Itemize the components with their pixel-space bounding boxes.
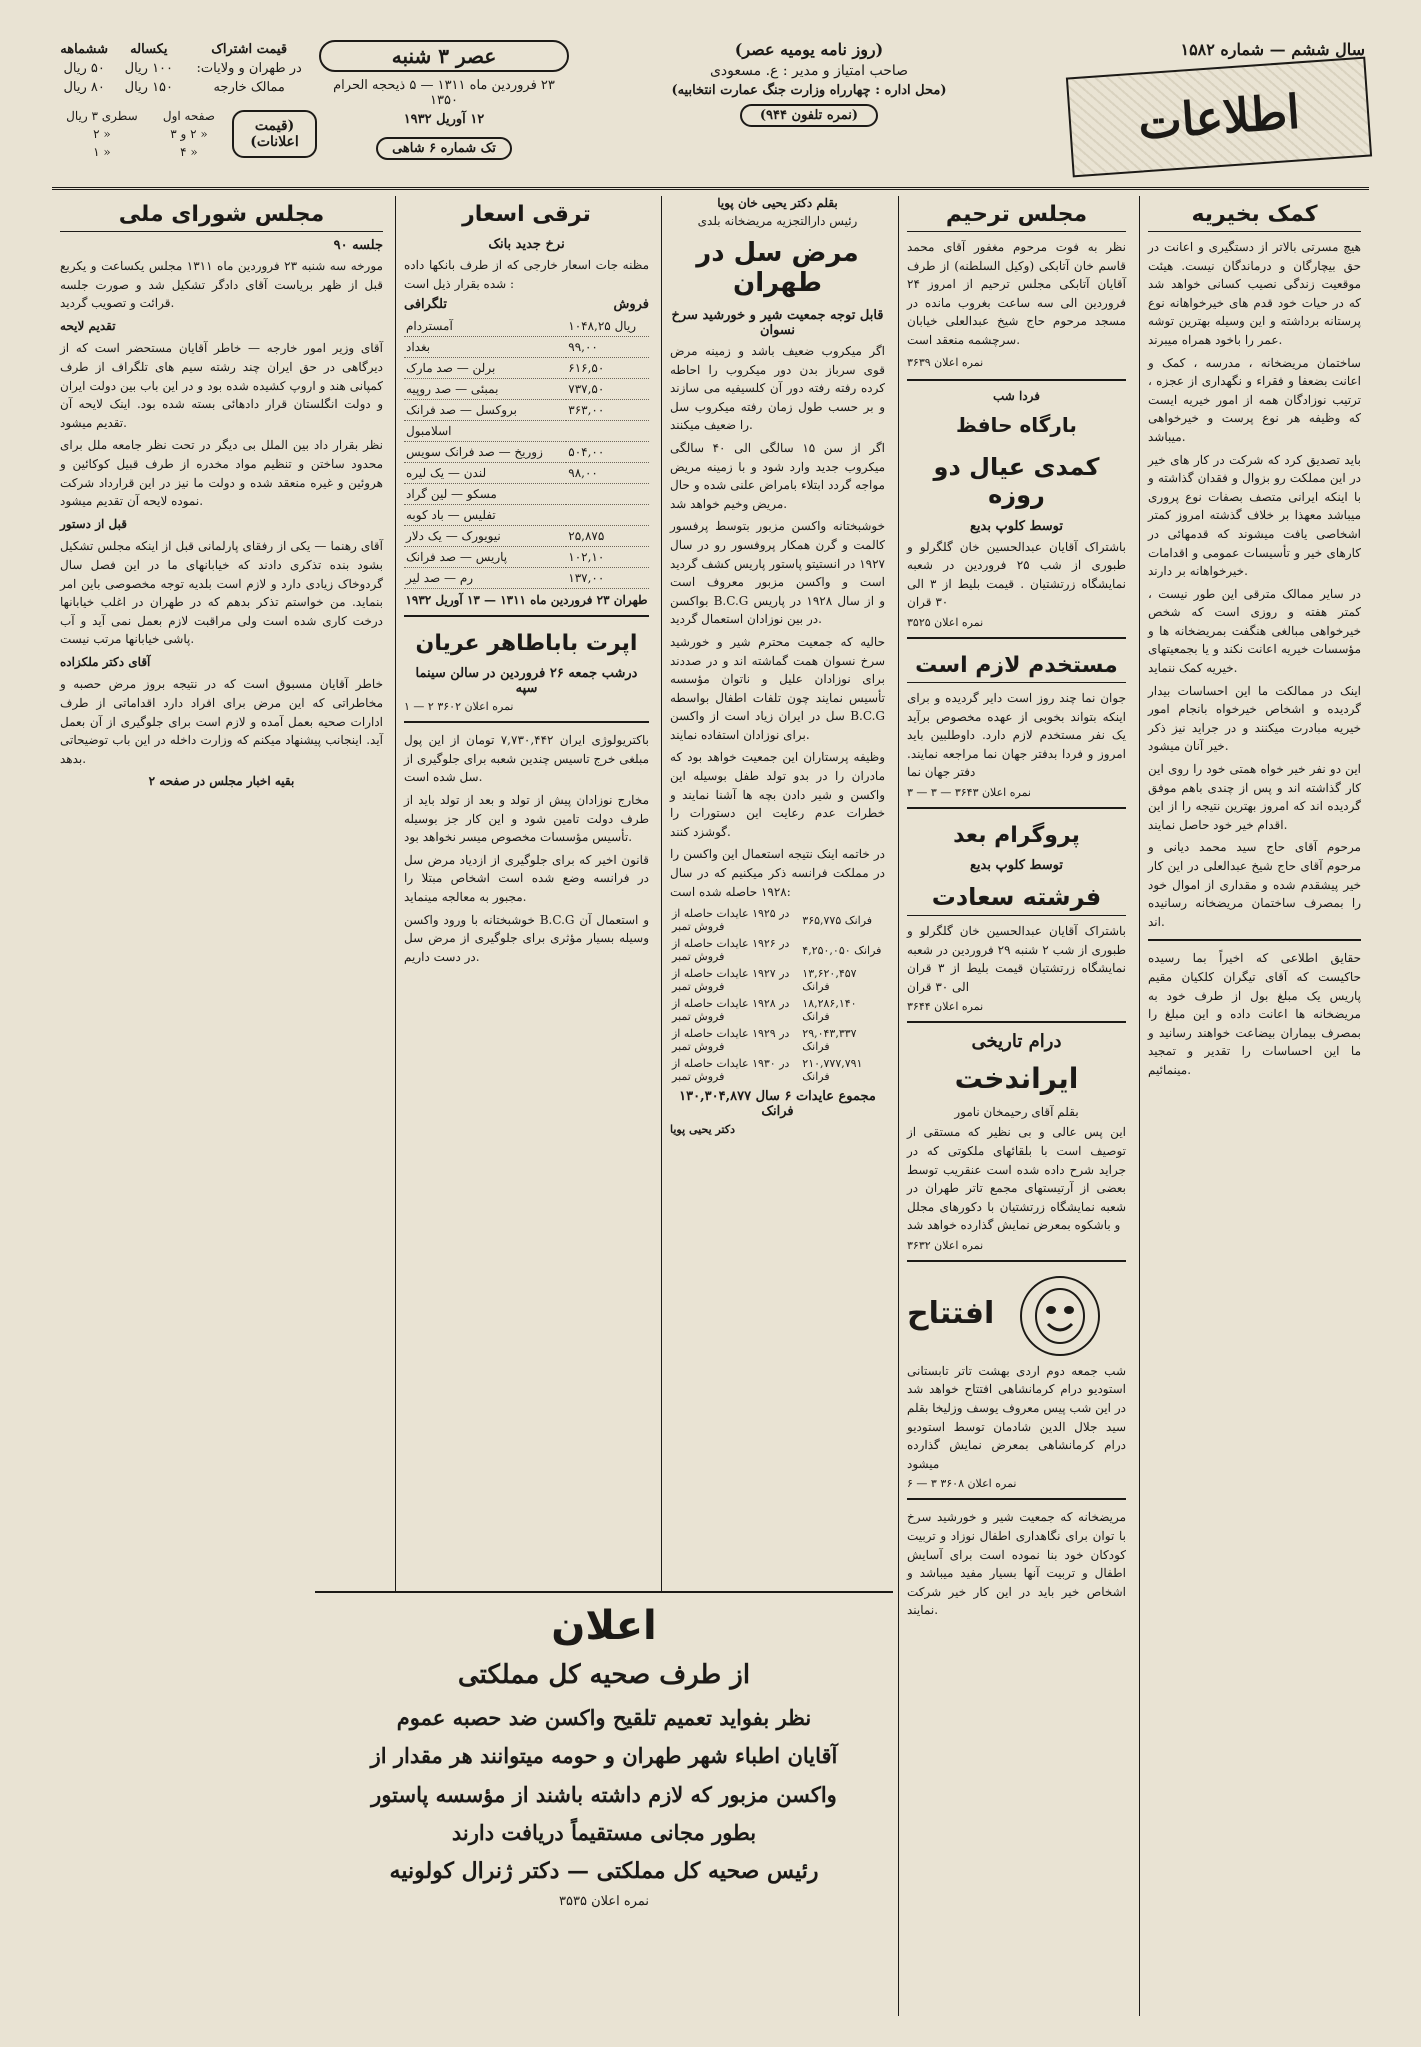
rates-head: فروش — [613, 297, 649, 313]
table-cell: ۱۸,۲۸۶,۱۴۰ فرانک — [802, 997, 857, 1024]
table-cell: ۳۶۵,۷۷۵ فرانک — [802, 913, 873, 927]
ads-cell: « ۱ — [93, 145, 111, 159]
ad-number: نمره اعلان ۳۶۰۸ ۳ — ۶ — [907, 1477, 1017, 1491]
issue-number: سال ششم — شماره ۱۵۸۲ — [1180, 40, 1365, 59]
paragraph: اینک در ممالکت ما این احساسات بیدار گردیده و اشخاص خیرخواه بانجام امور خیریه مبادرت میکنند و در جراید نیز ذکر خیر آنان میشود. — [1148, 683, 1361, 754]
table-cell: ۳۶۳,۰۰ — [566, 400, 649, 421]
article-signature: دکتر یحیی پویا — [670, 1123, 735, 1137]
paragraph: خوشبختانه واکسن مزبور بتوسط پرفسور کالمت و گرن همکار پروفسور رو در سال ۱۹۲۷ در انستیتو پاستور پاریس کشف گردید است و واکسن مزبور معروف است بواکسن B.C.G و از سال ۱۹۲۸ در پاریس در بین نوزادان استعمال گردید. — [670, 519, 885, 627]
sub-header: یکساله — [130, 42, 168, 57]
opening-text: شب جمعه دوم اردی بهشت تاتر تابستانی استودیو درام کرمانشاهی افتتاح خواهد شد در این شب پیس معروف یوسف وزلیخا بقلم سید جلال الدین شادمان توسط استودیو درام کرمانشاهی بمعرض نمایش گذارده میشود — [907, 1363, 1126, 1471]
table-row — [404, 526, 649, 547]
notice-line: آقایان اطباء شهر طهران و حومه میتوانند هر مقدار از — [370, 1743, 838, 1769]
divider — [907, 1498, 1126, 1500]
sub-cell: ۱۵۰ ریال — [124, 80, 174, 95]
ads-cell: صفحه اول — [162, 109, 215, 123]
paragraph: این دو نفر خیر خواه همتی خود را روی این کار گذاشته اند و پس از چندی باهم موفق گردیده اند که امروز بهترین نتیجه را از این اقدام خیر خود حاصل نمایند. — [1148, 762, 1361, 832]
table-cell — [566, 505, 649, 526]
table-cell: زوریخ — صد فرانک سویس — [404, 442, 566, 463]
program-title: فرشته سعادت — [907, 877, 1126, 916]
ads-cell: « ۲ — [93, 127, 111, 141]
table-row — [404, 379, 649, 400]
author-role: رئیس دارالتجزیه مریضخانه بلدی — [697, 214, 858, 228]
exchange-rates-table — [404, 316, 649, 589]
table-cell: در ۱۹۲۷ عایدات حاصله از فروش تمبر — [672, 967, 790, 994]
closing-text: مریضخانه که جمعیت شیر و خورشید سرخ با توان برای نگاهداری اطفال نوزاد و تربیت کودکان خود بنا نموده است برای آسایش اطفال و تربیت آنها بسیار مفید میباشد و اشخاص خیر باید در این کار خیر شرکت نمایند. — [907, 1510, 1126, 1618]
table-cell: ۱۳۷,۰۰ — [566, 568, 649, 589]
paragraph: وظیفه پرستاران این جمعیت خواهد بود که مادران را در بدو تولد طفل بوسیله این واکسن و شیر دادن بچه ها آشنا نمایند و خطرات عدم رعایت این دستورات را گوشزد کنند. — [670, 750, 885, 839]
table-row — [404, 337, 649, 358]
parliament-body — [60, 257, 383, 791]
exchange-headline: ترقی اسعار — [462, 202, 591, 227]
table-row — [670, 995, 885, 1025]
masthead — [52, 40, 1369, 190]
paragraph: باید تصدیق کرد که شرکت در کار های خیر در این مملکت رو بزوال و فقدان گذاشته و با اینکه ایرانی متصف بصفات نوع پروری میباشد معهذا بر خلاف گذشته امروز کمتر اشخاصی یافت میشوند که قدمهائی در کارهای خیر و تأسیسات عمومی و اقدامات خیرخواهانه بر دارند. — [1148, 452, 1361, 579]
sub-header: ششماهه — [60, 42, 109, 57]
masthead-center — [579, 40, 1039, 190]
theater-label: فردا شب — [992, 388, 1041, 403]
notice-title: اعلان — [551, 1603, 657, 1649]
table-cell: بغداد — [404, 337, 566, 358]
table-row — [670, 965, 885, 995]
tb-headline: مرض سل در طهران — [696, 238, 859, 298]
table-cell: رم — صد لیر — [404, 568, 566, 589]
exchange-subhead: نرخ جدید بانک — [488, 237, 565, 252]
table-cell: در ۱۹۲۵ عایدات حاصله از فروش تمبر — [672, 907, 790, 934]
section-title: تقدیم لایحه — [60, 318, 116, 333]
drama-head: درام تاریخی — [971, 1031, 1062, 1053]
table-cell: ۷۳۷,۵۰ — [566, 379, 649, 400]
table-cell: آمستردام — [404, 316, 566, 337]
table-cell: مسکو — لین گراد — [404, 484, 566, 505]
table-row — [404, 547, 649, 568]
notice-line: بطور مجانی مستقیماً دریافت دارند — [451, 1820, 757, 1845]
article-byline: بقلم دکتر یحیی خان پویا — [717, 196, 838, 210]
table-row — [404, 484, 649, 505]
table-cell: ۹۸,۰۰ — [566, 463, 649, 484]
paragraph: مخارج نوزادان پیش از تولد و بعد از تولد باید از طرف دولت تامین شود و این کار جز بوسیله تأسیس مؤسسات مخصوص میسر نخواهد بود. — [404, 792, 649, 845]
table-row — [404, 358, 649, 379]
paragraph: اگر از سن ۱۵ سالگی الی ۴۰ سالگی میکروب جدید وارد شود و با زمینه مریض مواجه گردد ابتلاء بامراض علنی شده و حال مریض وخیم خواهد شد. — [670, 440, 886, 511]
divider — [404, 615, 649, 617]
divider — [907, 379, 1126, 381]
table-row — [670, 1025, 885, 1055]
sub-cell: ۸۰ ریال — [63, 80, 105, 95]
notice-line: نظر بفواید تعمیم تلقیح واکسن ضد حصبه عموم — [396, 1704, 812, 1730]
program-text: باشتراک آقایان عبدالحسین خان گلگرلو و طبوری از شب ۲ شنبه ۲۹ فروردین در شعبه نمایشگاه زرتشتیان قیمت بلیط از ۳ قران الی ۳۰ قران — [907, 923, 1127, 994]
office-address: (محل اداره : چهارراه وزارت جنگ عمارت انتخابیه) — [671, 83, 947, 98]
continued-note: بقیه اخبار مجلس در صفحه ۲ — [148, 774, 295, 789]
table-row — [404, 505, 649, 526]
revenue-total: مجموع عایدات ۶ سال ۱۳۰,۳۰۴,۸۷۷ فرانک — [679, 1089, 876, 1120]
program-headline: پروگرام بعد — [953, 822, 1080, 848]
rates-head: تلگرافی — [404, 297, 447, 313]
drama-author: بقلم آقای رحیمخان نامور — [954, 1105, 1079, 1120]
charity-body — [1148, 238, 1361, 1080]
newspaper-logo: اطلاعات — [1066, 57, 1372, 178]
paragraph: قانون اخیر که برای جلوگیری از ازدیاد مرض سل در فرانسه وضع شده است اشخاص مبتلا را مجبور به معالجه مینماید. — [404, 852, 649, 904]
table-row — [670, 1055, 885, 1085]
paragraph: حقایق اطلاعی که اخیراً بما رسیده حاکیست که آقای تیگران کلکیان مقیم پاریس یک مبلغ بول از طرف خود به مریضخانه ها اعانت داده و این مبلغ را بمصرف بیماران بیضاعت خواهند رسانید و ما این احساسات را تقدیر و تمجید مینمائیم. — [1148, 951, 1361, 1077]
table-cell: ۱۳,۶۲۰,۴۵۷ فرانک — [802, 967, 857, 994]
paragraph: نظر بقرار داد بین الملل بی دیگر در تحت نظر جامعه ملل برای محدود ساختن و تنظیم مواد مخدره از طرف قبیل کوکائین و هروئین و غیره منعقد شده و دولت ما نیز در این قرارداد شرکت نموده لایحه آن تقدیم میشود. — [60, 438, 383, 509]
owner: صاحب امتیاز و مدیر : ع. مسعودی — [709, 63, 909, 79]
operetta-text: درشب جمعه ۲۶ فروردین در سالن سینما سپه — [415, 666, 638, 697]
stamp-revenue-table — [670, 905, 885, 1085]
tagline: (روز نامه یومیه عصر) — [734, 40, 884, 59]
rates-date: طهران ۲۳ فروردین ماه ۱۳۱۱ — ۱۳ آوریل ۱۹۳۲ — [405, 593, 648, 608]
table-cell: پاریس — صد فرانک — [404, 547, 566, 568]
ad-number: نمره اعلان ۳۶۳۲ — [907, 1238, 984, 1252]
servant-headline: مستخدم لازم است — [907, 647, 1126, 683]
paragraph: ساختمان مریضخانه ، مدرسه ، کمک و اعانت بضعفا و فقراء و نگهداری از عجزه ، ترتیب نوزادگان همه از امور خیریه ایست که وظیفه هر نوع پرست و خیرخواهی میباشد. — [1148, 355, 1361, 444]
paragraph: در سایر ممالک مترقی این طور نیست ، کمتر هفته و روزی است که شخص خیرخواهی مبالغی هنگفت بمریضخانه ها و مؤسسات خیریه اعانت نکند و یا بجمعیتهای خیریه کمک ننماید. — [1148, 586, 1361, 676]
table-cell: در ۱۹۲۸ عایدات حاصله از فروش تمبر — [672, 997, 790, 1024]
table-cell: ۲۹,۰۴۳,۳۳۷ فرانک — [802, 1027, 857, 1054]
column-announcements — [898, 196, 1134, 2016]
ad-number: نمره اعلان ۳۶۴۳ — ۳ — ۳ — [907, 785, 1031, 799]
theater-name: بارگاه حافظ — [956, 412, 1077, 437]
paragraph: آقای وزیر امور خارجه — خاطر آقایان مستحضر است که از دیرگاهی در حق ایران چند رشته سیم های تلگراف از طرف کمپانی هند و اروپ کشیده شده بود و در این باب بین دولت ایران و دولت انگلستان قرار دادهائی بسته شده بود. اینک لایحه آن تقدیم میشود. — [60, 341, 383, 430]
paragraph: خاطر آقایان مسبوق است که در نتیجه بروز مرض حصبه و مخاطراتی که این مرض برای افراد دارد اقداماتی از طرف ادارات صحیه بعمل آمده و لازم است برای جلوگیری از آن بعمل آید. اینجانب پیشنهاد میکنم که وزارت داخله در این باب توضیحاتی بدهد. — [60, 677, 383, 766]
masthead-date — [319, 40, 569, 190]
table-cell: ۱۰۲,۱۰ — [566, 547, 649, 568]
table-row — [404, 463, 649, 484]
drama-title: ایراندخت — [954, 1062, 1079, 1096]
exchange-intro: مظنه جات اسعار خارجی که از طرف بانکها داده شده بقرار ذیل است : — [404, 258, 649, 291]
table-cell: ۲۱۰,۷۷۷,۷۹۱ فرانک — [802, 1057, 863, 1084]
theater-mask-icon — [1020, 1276, 1100, 1356]
paragraph: حالیه که جمعیت محترم شیر و خورشید سرخ نسوان همت گماشته اند و در صددند برای نوزادان علیل و ناتوان مؤسسه تأسیس نمایند چون تلفات اطفال بواسطه سل در ایران زیاد است از واکسن B.C.G برای نوزادان استفاده نمایند. — [670, 634, 885, 742]
comedy-text: باشتراک آقایان عبدالحسین خان گلگرلو و طبوری از شب ۲۵ فروردین در شعبه نمایشگاه زرتشتیان . قیمت بلیط از ۳ الی ۳۰ قران — [907, 539, 1127, 610]
divider — [907, 1021, 1126, 1023]
paragraph: خوشبختانه با ورود واکسن B.C.G و استعمال آن وسیله بسیار مؤثری برای جلوگیری از مرض سل در دست داریم. — [404, 912, 649, 964]
table-cell: نیویورک — یک دلار — [404, 526, 566, 547]
ad-number: نمره اعلان ۳۵۲۵ — [907, 615, 984, 629]
subscription-table — [52, 40, 317, 97]
ads-table — [52, 107, 226, 161]
table-row — [404, 442, 649, 463]
table-cell: ۹۹,۰۰ — [566, 337, 649, 358]
sub-cell: ممالک خارجه — [213, 80, 285, 95]
servant-text: جوان نما چند روز است دایر گردیده و برای اینکه بتواند بخوبی از عهده مخصوص برآید یک نفر مستخدم لازم دارد. داوطلبین باید امروز و فردا بدفتر جهان نما مراجعه نمایند. دفتر جهان نما — [907, 690, 1126, 780]
paragraph: مورخه سه شنبه ۲۳ فروردین ماه ۱۳۱۱ مجلس یکساعت و یکربع قبل از ظهر بریاست آقای دادگر تشکیل شد و صورت جلسه قرائت و تصویب گردید. — [60, 259, 383, 311]
tb-continued — [404, 731, 649, 966]
table-row — [404, 316, 649, 337]
table-row — [404, 400, 649, 421]
paragraph: باکتریولوژی ایران ۷,۷۳۰,۴۴۲ تومان از این پول مبلغی خرج تاسیس چندین شعبه برای جلوگیری از سل شده است. — [404, 733, 650, 785]
divider — [907, 637, 1126, 639]
operetta-headline: اپرت باباطاهر عریان — [415, 631, 638, 657]
subscription-block — [52, 40, 317, 190]
table-cell: اسلامبول — [404, 421, 566, 442]
ads-cell: سطری ۳ ریال — [66, 109, 138, 123]
divider — [907, 807, 1126, 809]
sub-cell: ۱۰۰ ریال — [124, 61, 174, 76]
table-row — [404, 421, 649, 442]
section-title: آقای دکتر ملکزاده — [60, 654, 151, 669]
single-copy-price: تک شماره ۶ شاهی — [376, 137, 512, 160]
subscription-title: قیمت اشتراک — [211, 42, 288, 57]
table-cell: در ۱۹۲۹ عایدات حاصله از فروش تمبر — [672, 1027, 790, 1054]
health-notice — [315, 1591, 893, 2016]
drama-text: این پس عالی و بی نظیر که مستقی از توصیف است با بلقائهای ملکوتی که در جراید شرح داده شده است عنقریب توسط بعضی از آرتیستهای مجمع تاتر طهران در شعبه نمایشگاه زرتشتیان با دکورهای مجلل و باشکوه بمعرض نمایش گذارده خواهد شد — [907, 1125, 1126, 1233]
memorial-headline: مجلس ترحیم — [907, 196, 1126, 232]
table-cell: ۵۰۴,۰۰ — [566, 442, 649, 463]
table-cell: ۴,۲۵۰,۰۵۰ فرانک — [802, 943, 882, 957]
notice-line: واکسن مزبور که لازم داشته باشند از مؤسسه پاستور — [371, 1781, 837, 1807]
tb-subhead: قابل توجه جمعیت شیر و خورشید سرخ نسوان — [671, 308, 884, 338]
paragraph: در خاتمه اینک نتیجه استعمال این واکسن را در مملکت فرانسه ذکر میکنیم که در سال ۱۹۲۸ حاصله شده است: — [670, 847, 885, 899]
ad-number: نمره اعلان ۳۵۳۵ — [559, 1894, 649, 1910]
comedy-title: کمدی عیال دو روزه — [933, 452, 1100, 509]
charity-headline: کمک بخیریه — [1148, 196, 1361, 232]
paragraph: مرحوم آقای حاج سید محمد دیانی و مرحوم آقای حاج شیخ عبدالعلی در این کار خیر پیشقدم شده و مقداری از اموال خود را بمصرف ساختمان مریضخانه رسانیده اند. — [1148, 840, 1361, 929]
table-row — [670, 905, 885, 935]
table-cell: بمبئی — صد روپیه — [404, 379, 566, 400]
ad-number: نمره اعلان ۳۶۴۴ — [907, 1000, 984, 1014]
notice-signature: رئیس صحیه کل مملکتی — دکتر ژنرال کولونیه — [389, 1858, 819, 1885]
opening-title: افتتاح — [907, 1296, 995, 1332]
comedy-by: توسط کلوپ بدیع — [969, 518, 1064, 534]
paragraph: هیچ مسرتی بالاتر از دستگیری و اعانت در حق بیچارگان و درماندگان نیست. هیئت موقعیت زندگی نصیب کسانی خواهد شد که در حیات خود قدم های خیرخواهانه نوع پرستانه برداشته و این وسیله بهترین توشه عمر را باخود همراه میبرند. — [1148, 240, 1361, 347]
paragraph: نظر به فوت مرحوم مغفور آقای محمد قاسم خان آتابکی (وکیل السلطنه) از طرف آقایان آتابکی مجلس ترحیم از امروز ۲۴ فروردین الی سه ساعت بغروب مانده در مسجد مرحوم حاج شیخ عبدالعلی خیابان سرچشمه منعقد است. — [907, 240, 1126, 347]
ad-number: نمره اعلان ۳۶۰۲ ۲ — ۱ — [404, 700, 514, 714]
table-row — [404, 568, 649, 589]
section-title: قبل از دستور — [60, 516, 127, 531]
weekday: عصر ۳ شنبه — [319, 40, 569, 72]
session-number: جلسه ۹۰ — [333, 238, 383, 253]
notice-from: از طرف صحیه کل مملکتی — [457, 1660, 751, 1690]
ad-number: نمره اعلان ۳۶۳۹ — [907, 355, 984, 369]
divider — [1148, 939, 1361, 941]
ads-cell: « ۴ — [180, 145, 198, 159]
divider — [404, 721, 649, 723]
table-cell: ۶۱۶,۵۰ — [566, 358, 649, 379]
column-charity — [1139, 196, 1369, 2016]
date-persian: ۲۳ فروردین ماه ۱۳۱۱ — ۵ ذیحجه الحرام ۱۳۵۰ — [333, 78, 555, 108]
table-cell — [566, 484, 649, 505]
table-cell: ۱۰۴۸,۲۵ ریال — [566, 316, 649, 337]
table-cell: ۲۵,۸۷۵ — [566, 526, 649, 547]
program-by: توسط کلوپ بدیع — [969, 857, 1064, 873]
paragraph: اگر میکروب ضعیف باشد و زمینه مرض قوی سرباز بدن دور میکروب را احاطه کرده رفته رفته دور آن کلسیفیه می سازند و بر حسب طول زمان رفته میکروب سل را ضعیف میکنند. — [670, 344, 885, 433]
table-cell: در ۱۹۲۶ عایدات حاصله از فروش تمبر — [672, 937, 790, 964]
date-gregorian: ۱۲ آوریل ۱۹۳۲ — [403, 112, 485, 127]
paragraph: آقای رهنما — یکی از رفقای پارلمانی قبل از اینکه مجلس تشکیل بشود بنده تذکری دادند که خیابانهای ما در این فصل سال گردوخاک زیادی دارد و لازم است بلدیه توجه مخصوصی باین امر بنماید. من خواستم تذکر بدهم که در طهران در اغلب خیابانها درخت کاری شده است ولی مراقبت لازم بعمل نمی آید و آب پاشی خیابانها مرتب نیست. — [60, 539, 383, 647]
tb-body — [670, 342, 885, 901]
table-cell: تفلیس — باد کوبه — [404, 505, 566, 526]
phone-number: (نمره تلفون ۹۴۴) — [740, 104, 878, 127]
divider — [907, 1260, 1126, 1262]
columns — [52, 196, 1369, 2016]
table-row — [670, 935, 885, 965]
table-cell: برلن — صد مارک — [404, 358, 566, 379]
sub-cell: ۵۰ ریال — [63, 61, 105, 76]
table-cell: بروکسل — صد فرانک — [404, 400, 566, 421]
memorial-body — [907, 238, 1126, 371]
table-cell: در ۱۹۳۰ عایدات حاصله از فروش تمبر — [672, 1057, 790, 1084]
masthead-logo-block — [1069, 40, 1369, 190]
ads-cell: « ۲ و ۳ — [170, 127, 208, 141]
ads-title: (قیمت اعلانات) — [232, 110, 317, 158]
parliament-headline: مجلس شورای ملی — [60, 196, 383, 232]
table-cell — [566, 421, 649, 442]
table-cell: لندن — یک لیره — [404, 463, 566, 484]
sub-cell: در طهران و ولایات: — [196, 61, 302, 76]
